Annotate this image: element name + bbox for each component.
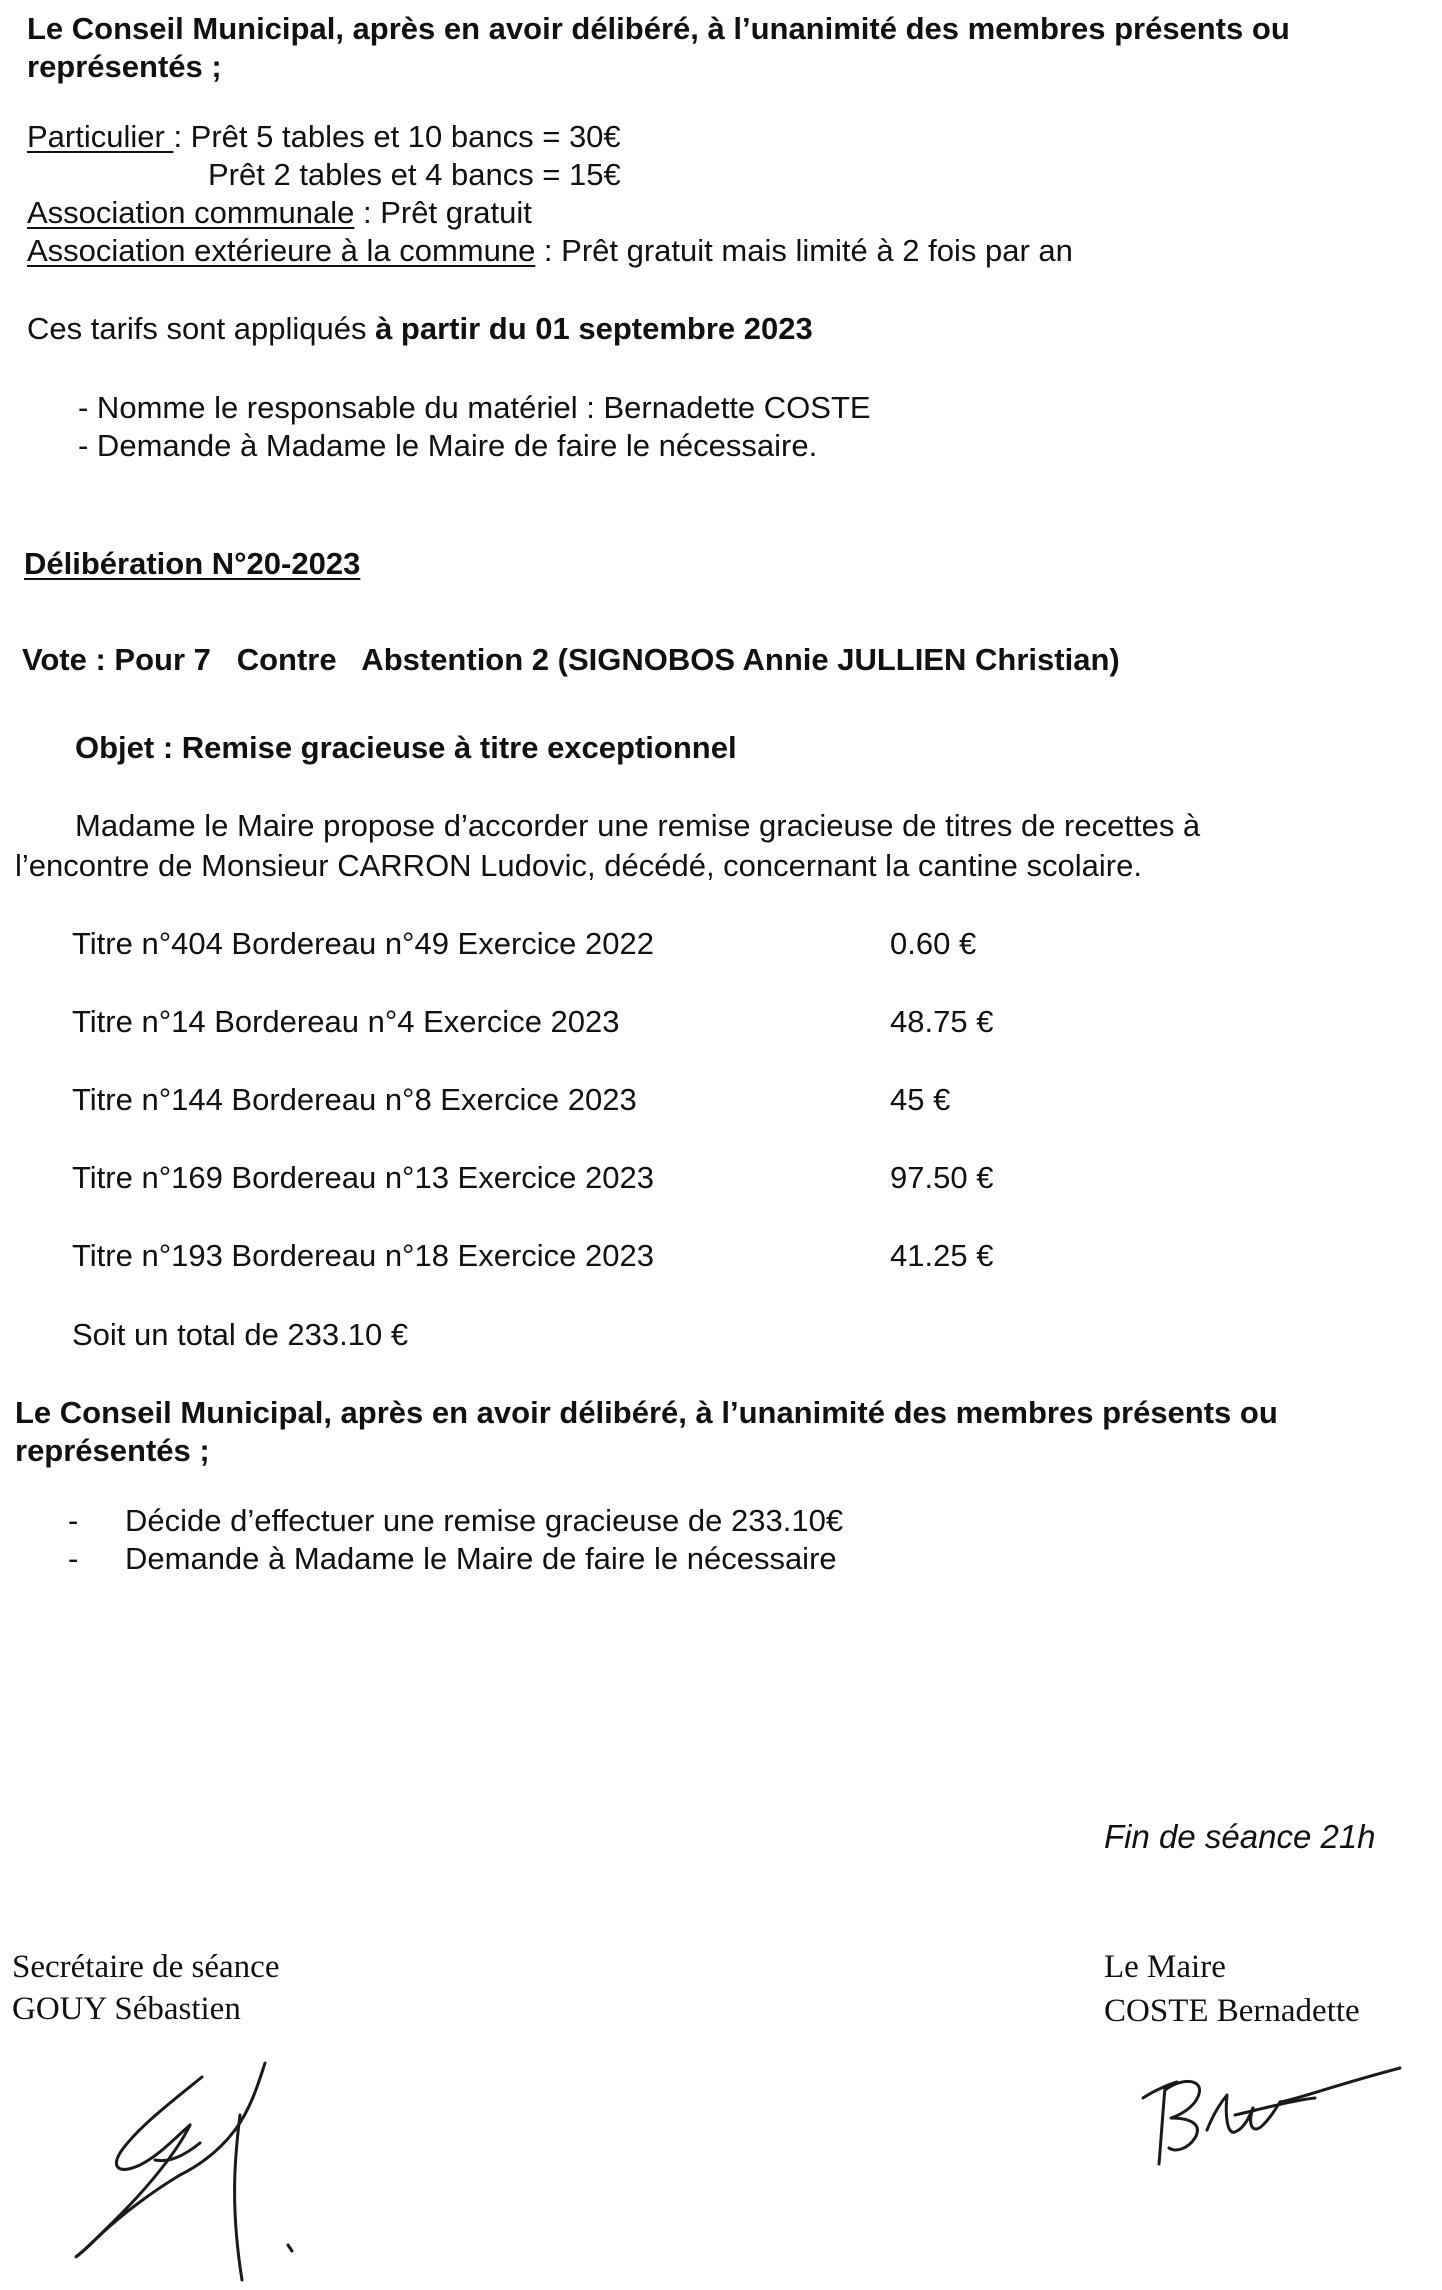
titre-amount: 45 €: [890, 1082, 951, 1117]
tarifs-date: à partir du 01 septembre 2023: [375, 311, 813, 346]
particulier-tarif-1: Prêt 5 tables et 10 bancs = 30€: [190, 119, 621, 154]
secretaire-title: Secrétaire de séance: [12, 1949, 280, 1985]
council-statement-line1: Le Conseil Municipal, après en avoir délibéré, à l’unanimité des membres présents ou: [27, 11, 1290, 46]
council-decision-line2: représentés ;: [15, 1433, 210, 1468]
particulier-line: [27, 118, 621, 156]
decision-dash: -: [68, 1541, 79, 1576]
maire-name: COSTE Bernadette: [1104, 1993, 1360, 2029]
tarifs-prefix: Ces tarifs sont appliqués: [27, 311, 376, 346]
decision-demande: Demande à Madame le Maire de faire le nécessaire: [125, 1541, 837, 1576]
council-statement-line2: représentés ;: [27, 49, 222, 84]
titre-amount: 48.75 €: [890, 1004, 994, 1039]
particulier-label: Particulier: [27, 119, 174, 154]
deliberation-number: Délibération N°20-2023: [24, 546, 361, 581]
secretaire-signature: [60, 2055, 320, 2285]
titre-amount: 41.25 €: [890, 1238, 994, 1273]
decision-remise: Décide d’effectuer une remise gracieuse de 233.10€: [125, 1503, 844, 1538]
titre-label: Titre n°193 Bordereau n°18 Exercice 2023: [72, 1238, 654, 1273]
intro-line2: l’encontre de Monsieur CARRON Ludovic, décédé, concernant la cantine scolaire.: [15, 848, 1142, 883]
titre-label: Titre n°169 Bordereau n°13 Exercice 2023: [72, 1160, 654, 1195]
tarifs-date-line: [27, 310, 813, 348]
association-exterieure-value: : Prêt gratuit mais limité à 2 fois par an: [535, 233, 1073, 268]
intro-line1: Madame le Maire propose d’accorder une remise gracieuse de titres de recettes à: [75, 808, 1201, 843]
association-communale-line: [27, 194, 532, 232]
titre-label: Titre n°144 Bordereau n°8 Exercice 2023: [72, 1082, 637, 1117]
titre-label: Titre n°14 Bordereau n°4 Exercice 2023: [72, 1004, 620, 1039]
council-decision-line1: Le Conseil Municipal, après en avoir délibéré, à l’unanimité des membres présents ou: [15, 1395, 1278, 1430]
secretaire-name: GOUY Sébastien: [12, 1991, 241, 2027]
titre-amount: 97.50 €: [890, 1160, 994, 1195]
association-communale-value: : Prêt gratuit: [354, 195, 532, 230]
particulier-tarif-2: Prêt 2 tables et 4 bancs = 15€: [208, 157, 621, 192]
maire-signature: [1135, 2040, 1405, 2170]
responsable-bullet: - Nomme le responsable du matériel : Bernadette COSTE: [78, 390, 871, 425]
particulier-sep: :: [173, 119, 191, 154]
vote-line: Vote : Pour 7 Contre Abstention 2 (SIGNOBOS Annie JULLIEN Christian): [22, 642, 1120, 677]
maire-title: Le Maire: [1104, 1949, 1226, 1985]
objet-line: Objet : Remise gracieuse à titre exceptionnel: [75, 730, 737, 765]
association-exterieure-label: Association extérieure à la commune: [27, 233, 536, 268]
titre-amount: 0.60 €: [890, 926, 977, 961]
decision-dash: -: [68, 1503, 79, 1538]
fin-seance: Fin de séance 21h: [1104, 1818, 1376, 1855]
association-exterieure-line: [27, 232, 1073, 270]
maire-demand-bullet: - Demande à Madame le Maire de faire le nécessaire.: [78, 428, 818, 463]
titre-label: Titre n°404 Bordereau n°49 Exercice 2022: [72, 926, 654, 961]
association-communale-label: Association communale: [27, 195, 355, 230]
total-line: Soit un total de 233.10 €: [72, 1317, 409, 1352]
